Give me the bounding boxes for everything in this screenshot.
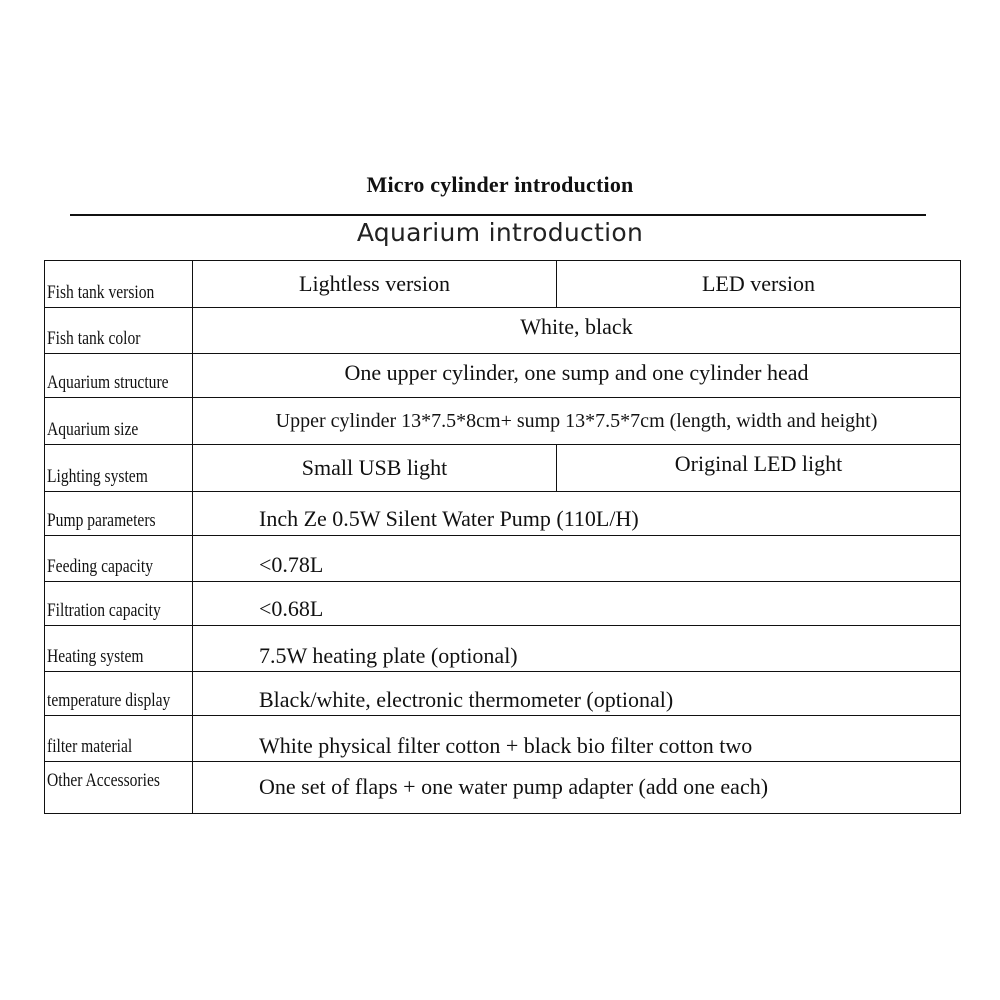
row-value: One upper cylinder, one sump and one cylinder head [344, 360, 809, 385]
row-label: Fish tank version [45, 261, 193, 307]
row-value: Small USB light [193, 445, 557, 491]
row-value: <0.68L [259, 596, 324, 621]
page-title: Micro cylinder introduction [366, 172, 634, 197]
row-label: Aquarium structure [45, 354, 193, 397]
table-row [45, 716, 960, 762]
row-value: Black/white, electronic thermometer (optional) [259, 687, 674, 712]
row-label: filter material [45, 716, 193, 761]
row-value: 7.5W heating plate (optional) [259, 643, 518, 668]
table-row [45, 308, 960, 354]
table-row [45, 398, 960, 445]
table-row [45, 354, 960, 398]
table-row [45, 261, 960, 308]
title-divider [70, 214, 926, 216]
row-label: temperature display [45, 672, 193, 715]
table-row [45, 626, 960, 672]
table-row [45, 445, 960, 492]
row-label: Fish tank color [45, 308, 193, 353]
row-label: Other Accessories [45, 762, 193, 813]
table-row [45, 492, 960, 536]
row-value: Inch Ze 0.5W Silent Water Pump (110L/H) [259, 506, 639, 531]
table-row [45, 536, 960, 582]
row-value: LED version [701, 271, 816, 296]
row-value: Original LED light [674, 451, 843, 476]
spec-table [44, 260, 961, 814]
row-value: White, black [520, 314, 633, 339]
row-value: Lightless version [193, 261, 557, 307]
row-value: One set of flaps + one water pump adapter (add one each) [259, 774, 769, 799]
table-row [45, 762, 960, 813]
table-row [45, 672, 960, 716]
row-value: <0.78L [259, 552, 324, 577]
row-label: Aquarium size [45, 398, 193, 444]
table-row [45, 582, 960, 626]
row-label: Feeding capacity [45, 536, 193, 581]
row-label: Filtration capacity [45, 582, 193, 625]
row-label: Lighting system [45, 445, 193, 491]
row-value: White physical filter cotton + black bio filter cotton two [259, 733, 753, 758]
row-value: Upper cylinder 13*7.5*8cm+ sump 13*7.5*7cm (length, width and height) [275, 409, 878, 432]
row-label: Heating system [45, 626, 193, 671]
row-label: Pump parameters [45, 492, 193, 535]
page-subtitle: Aquarium introduction [356, 218, 644, 247]
